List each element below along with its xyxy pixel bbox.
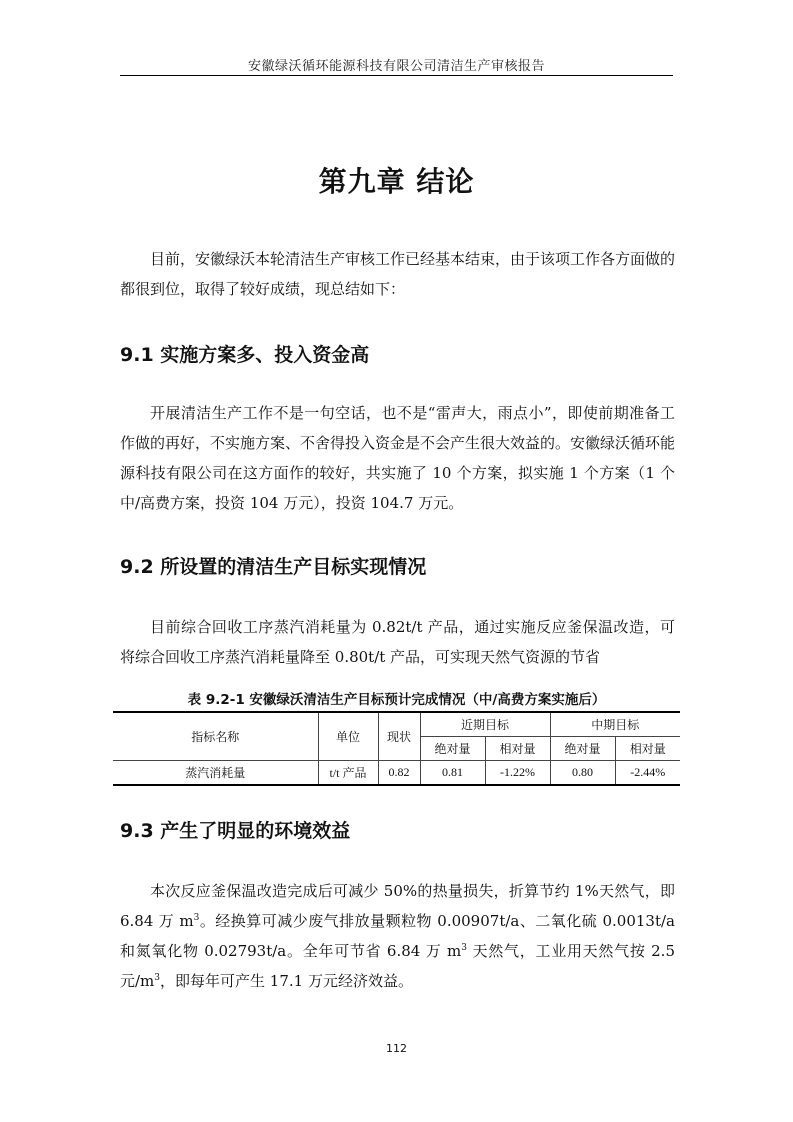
chapter-title: 第九章 结论 [318, 165, 475, 198]
section-9-3-paragraph [120, 876, 675, 996]
header-near-absolute: 绝对量 [420, 737, 485, 761]
cleaner-production-target-table [113, 711, 680, 786]
cell-unit: t/t 产品 [318, 761, 378, 786]
header-unit: 单位 [318, 712, 378, 761]
section-9-3-text-4: ，即每年可产生 17.1 万元经济效益。 [160, 972, 413, 990]
superscript-3: 3 [461, 943, 468, 953]
page-number: 112 [386, 1042, 407, 1055]
header-mid-term: 中期目标 [550, 712, 680, 737]
superscript-3: 3 [154, 973, 161, 983]
header-mid-relative: 相对量 [615, 737, 680, 761]
section-9-1-paragraph: 开展清洁生产工作不是一句空话，也不是“雷声大，雨点小”，即使前期准备工作做的再好，不实施方案、不舍得投入资金是不会产生很大效益的。安徽绿沃循环能源科技有限公司在这方面作的较好，共实施了 10 个方案，拟实施 1 个方案（1 个中/高费方案，投资 104 万元），投资 104.7 万元。 [120, 404, 676, 512]
cell-mid-relative: -2.44% [615, 761, 680, 786]
header-near-term: 近期目标 [420, 712, 550, 737]
section-9-2-paragraph: 目前综合回收工序蒸汽消耗量为 0.82t/t 产品，通过实施反应釜保温改造，可将综合回收工序蒸汽消耗量降至 0.80t/t 产品，可实现天然气资源的节省 [120, 618, 675, 666]
cell-mid-absolute: 0.80 [550, 761, 615, 786]
table-row [113, 761, 680, 786]
section-9-3-text-3: 天然气，工业用天然气按 2.5 元/m [120, 942, 675, 990]
section-title-9-2: 9.2 所设置的清洁生产目标实现情况 [120, 556, 427, 578]
section-9-3-text-2: 。经换算可减少废气排放量颗粒物 0.00907t/a、二氧化硫 0.0013t/a 和氮氧化物 0.02793t/a。全年可节省 6.84 万 m [120, 912, 675, 960]
section-9-3-text-1: 本次反应釜保温改造完成后可减少 50%的热量损失，折算节约 1%天然气，即 6.84 万 m [120, 882, 675, 930]
intro-paragraph: 目前，安徽绿沃本轮清洁生产审核工作已经基本结束，由于该项工作各方面做的都很到位，取得了较好成绩，现总结如下： [120, 250, 676, 298]
page-header: 安徽绿沃循环能源科技有限公司清洁生产审核报告 [247, 59, 545, 74]
header-current: 现状 [378, 712, 420, 761]
header-divider [120, 75, 673, 76]
cell-current: 0.82 [378, 761, 420, 786]
cell-near-relative: -1.22% [485, 761, 550, 786]
section-title-9-1: 9.1 实施方案多、投入资金高 [120, 344, 370, 366]
header-near-relative: 相对量 [485, 737, 550, 761]
superscript-3: 3 [193, 913, 200, 923]
table-caption: 表 9.2-1 安徽绿沃清洁生产目标预计完成情况（中/高费方案实施后） [187, 692, 606, 708]
header-mid-absolute: 绝对量 [550, 737, 615, 761]
cell-near-absolute: 0.81 [420, 761, 485, 786]
header-indicator: 指标名称 [113, 712, 318, 761]
cell-indicator: 蒸汽消耗量 [113, 761, 318, 786]
section-title-9-3: 9.3 产生了明显的环境效益 [120, 820, 351, 842]
